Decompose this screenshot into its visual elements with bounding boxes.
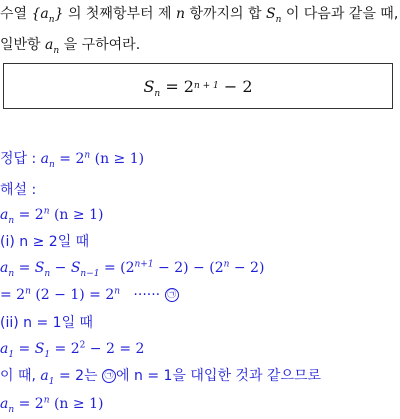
case-2-equation: $a_1 = S_1 = 2^2 - 2 = 2$ <box>0 340 145 360</box>
final-answer-line: $a_n = 2^n$ (n ≥ 1) <box>0 395 104 415</box>
formula-box: $S_n$ = 2 n + 1 − 2 <box>3 63 393 109</box>
circled-mark: ㉠ <box>165 288 179 302</box>
solution-label: 해설 : <box>0 182 37 198</box>
circled-mark-ref: ㉠ <box>102 369 116 383</box>
case-1-equation: $a_n = S_n - S_{n-1} = (2^{n+1} - 2) - (2^n - 2)$ <box>0 259 265 279</box>
case-2-heading: (ii) n = 1일 때 <box>0 315 94 331</box>
problem-line-1: 수열 $\{a_n\}$ 의 첫째항부터 제 n 항까지의 합 $S_n$ 이 다음과 같을 때, <box>0 6 399 25</box>
answer-line: 정답 : $a_n = 2^n$ (n ≥ 1) <box>0 150 145 170</box>
case-1-heading: (i) n ≥ 2일 때 <box>0 234 90 250</box>
case-1-result: = $2^n$ $(2 - 1) = 2^n$ ······ ㉠ <box>0 286 179 304</box>
conclusion-line: 이 때, $a_1 = 2$는 ㉠ 에 n = 1을 대입한 것과 같으므로 <box>0 368 322 387</box>
problem-line-2: 일반항 $a_n$ 을 구하여라. <box>0 37 141 56</box>
solution-line-1: $a_n = 2^n$ (n ≥ 1) <box>0 206 104 226</box>
